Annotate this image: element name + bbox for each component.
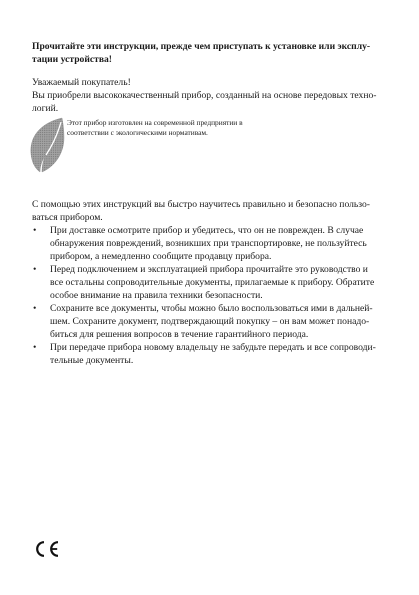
list-item [32,224,397,263]
lead-line-2: ваться прибором. [32,212,103,223]
list-item-line: При передаче прибора новому владельцу не забудьте передать и все сопроводи- [50,342,376,353]
intro-section [32,76,397,115]
eco-note-text [67,118,307,138]
list-item-line: шем. Сохраните документ, подтверждающий покупку – он вам может понадо- [50,316,370,327]
eco-note-line-1: Этот прибор изготовлен на современной предприятии в [67,118,243,127]
bullet-icon: • [33,342,37,353]
intro-line-2: логий. [32,103,59,114]
page-heading [32,40,397,66]
bullet-icon: • [33,225,37,236]
heading-line-2: тации устройства! [32,54,113,65]
list-item-line: тельные документы. [50,355,134,366]
eco-note [67,118,307,138]
list-item-line: Перед подключением и эксплуатацией прибора прочитайте это руководство и [50,264,368,275]
list-item [32,302,397,341]
list-item [32,341,397,367]
bullet-icon: • [33,303,37,314]
leaf-icon [26,116,66,174]
ce-mark-icon [32,540,62,558]
intro-text [32,89,397,115]
body-section [32,198,397,367]
list-item-line: особое внимание на правила техники безопасности. [50,290,263,301]
heading-line-1: Прочитайте эти инструкции, прежде чем приступать к установке или эксплу- [32,41,371,52]
list-item-line: Сохраните все документы, чтобы можно было воспользоваться ими в дальней- [50,303,373,314]
list-item-line: прибором, а немедленно сообщите продавцу прибора. [50,251,272,262]
list-item-line: биться для решения вопросов в течение гарантийного периода. [50,329,309,340]
bullet-icon: • [33,264,37,275]
lead-line-1: С помощью этих инструкций вы быстро научитесь правильно и безопасно пользо- [32,199,371,210]
list-item-line: При доставке осмотрите прибор и убедитесь, что он не поврежден. В случае [50,225,364,236]
greeting: Уважаемый покупатель! [32,77,131,88]
instruction-list [32,224,397,367]
intro-line-1: Вы приобрели высококачественный прибор, созданный на основе передовых техно- [32,90,377,101]
list-item-line: все остальны сопроводительные документы, прилагаемые к прибору. Обратите [50,277,375,288]
list-item-line: обнаружения повреждений, возникших при транспортировке, не пользуйтесь [50,238,367,249]
list-item [32,263,397,302]
lead-paragraph [32,198,397,224]
eco-note-line-2: соответствии с экологическими нормативам. [67,128,208,137]
